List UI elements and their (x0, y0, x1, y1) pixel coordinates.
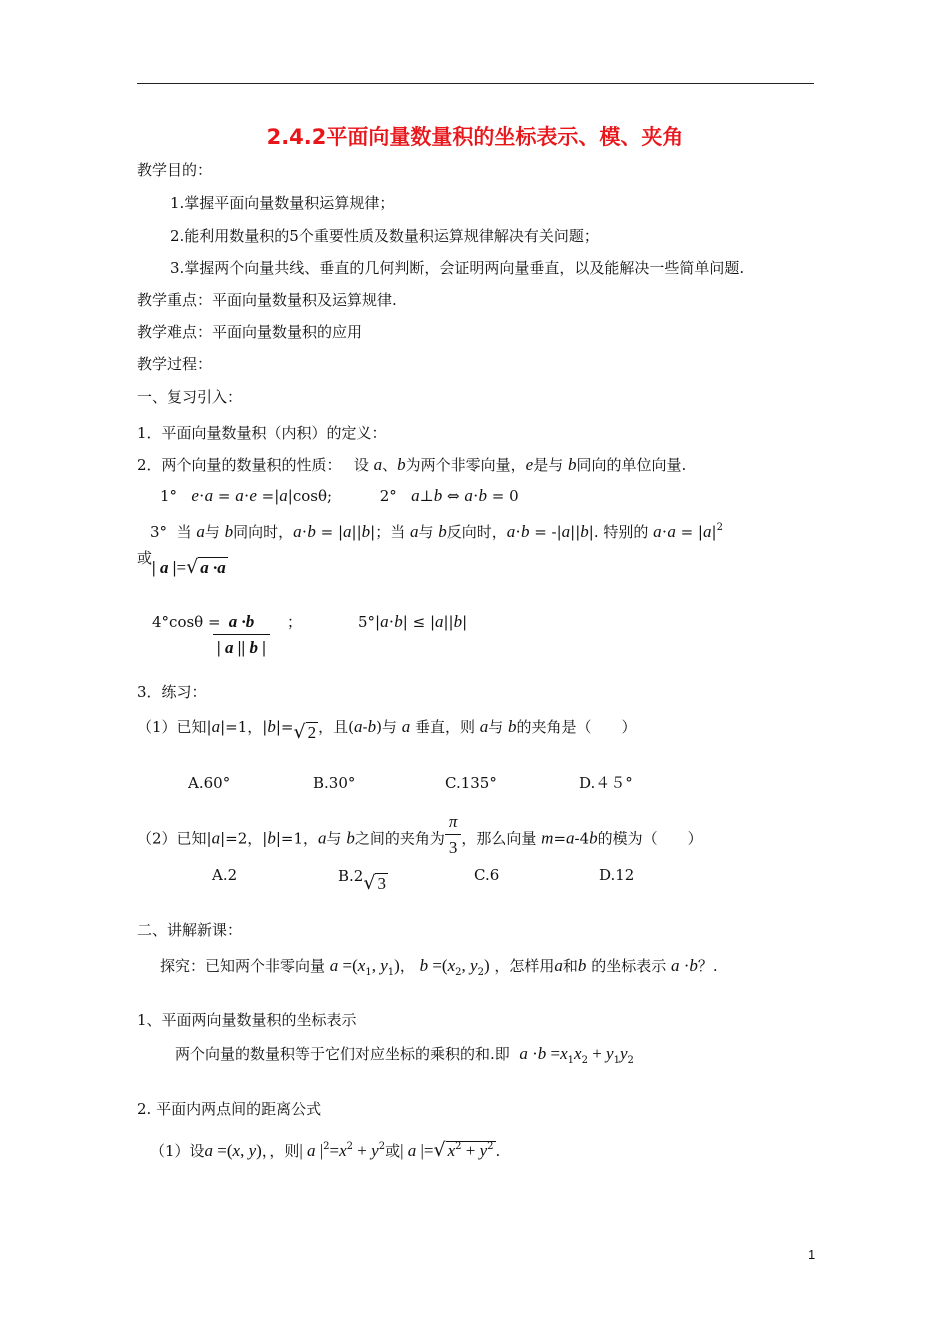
review-heading: 一、复习引入： (137, 388, 243, 406)
q2-option-b: B.2√ 3 (338, 867, 386, 894)
q1-option-c: C.135° (445, 774, 497, 792)
section-1-text: 两个向量的数量积等于它们对应坐标的乘积的和.即 $a \cdot b =x_1x_2 + y_1y_2$ (175, 1044, 634, 1066)
q2-option-c: C.6 (474, 866, 500, 884)
question-2: （2）已知|a|=2，|b|=1，a与 b之间的夹角为 $\frac{\pi}{3}$ ，那么向量 m=a-4b的模为（ ） (137, 812, 703, 857)
aim-item-1: 1.掌握平面向量数量积运算规律； (170, 194, 395, 212)
property-4-separator: ； (287, 613, 303, 631)
property-3: 3° 当 a与 b同向时，a·b = |a||b|；当 a与 b反向时，a·b = -|a||b|. 特别的 $a\cdot a = |a|^2$ (150, 522, 723, 541)
property-3-or: 或 (137, 549, 153, 567)
property-5: 5°|a·b| ≤ |a||b| (358, 612, 468, 631)
property-4-label: 4°cosθ = (152, 613, 221, 631)
question-1: （1）已知|a|=1，|b|=√ 2 ，且(a-b)与 a 垂直，则 a与 b的夹角是（ ） (137, 717, 637, 743)
header-rule (137, 83, 814, 84)
aim-item-2: 2.能利用数量积的5个重要性质及数量积运算规律解决有关问题； (170, 227, 599, 245)
aims-heading: 教学目的： (137, 161, 213, 179)
property-1-2: 1° e·a = a·e =|a|cosθ; 2° a⊥b ⇔ a·b = 0 (160, 486, 519, 505)
section-2-heading: 2. 平面内两点间的距离公式 (137, 1100, 322, 1118)
cos-fraction: $\frac{a \cdot b}{| a || b |}$ (213, 610, 270, 661)
properties-intro: 2．两个向量的数量积的性质： 设 a、b为两个非零向量，e是与 b同向的单位向量. (137, 455, 687, 474)
difficulty-line: 教学难点：平面向量数量积的应用 (137, 323, 363, 341)
q1-option-a: A.60° (188, 774, 231, 792)
practice-heading: 3．练习： (137, 683, 207, 701)
aim-item-3: 3.掌握两个向量共线、垂直的几何判断，会证明两向量垂直，以及能解决一些简单问题. (170, 259, 745, 277)
section-1-heading: 1、平面两向量数量积的坐标表示 (137, 1011, 357, 1029)
modulus-formula: | a |=√ a ·a (152, 556, 226, 578)
q2-option-a: A.2 (212, 866, 238, 884)
q1-option-b: B.30° (313, 774, 356, 792)
page-title: 2.4.2平面向量数量积的坐标表示、模、夹角 (266, 125, 684, 149)
page-number: 1 (808, 1247, 816, 1262)
process-heading: 教学过程： (137, 355, 213, 373)
section-2-formula: （1）设a =(x, y)，，则| a $|^2=x^2 + y^2$或| a |=√ $x^2 + y^2$ . (150, 1139, 501, 1161)
q2-option-d: D.12 (599, 866, 635, 884)
q1-option-d: D.４５° (579, 774, 633, 792)
focus-line: 教学重点：平面向量数量积及运算规律. (137, 291, 397, 309)
definition-line: 1．平面向量数量积（内积）的定义： (137, 424, 387, 442)
new-lesson-heading: 二、讲解新课： (137, 921, 243, 939)
explore-line: 探究：已知两个非零向量 $a =(x_1$, $y_1$)， $b =(x_2$, $y_2$) ，怎样用a和b 的坐标表示 a ·b？. (160, 956, 718, 978)
